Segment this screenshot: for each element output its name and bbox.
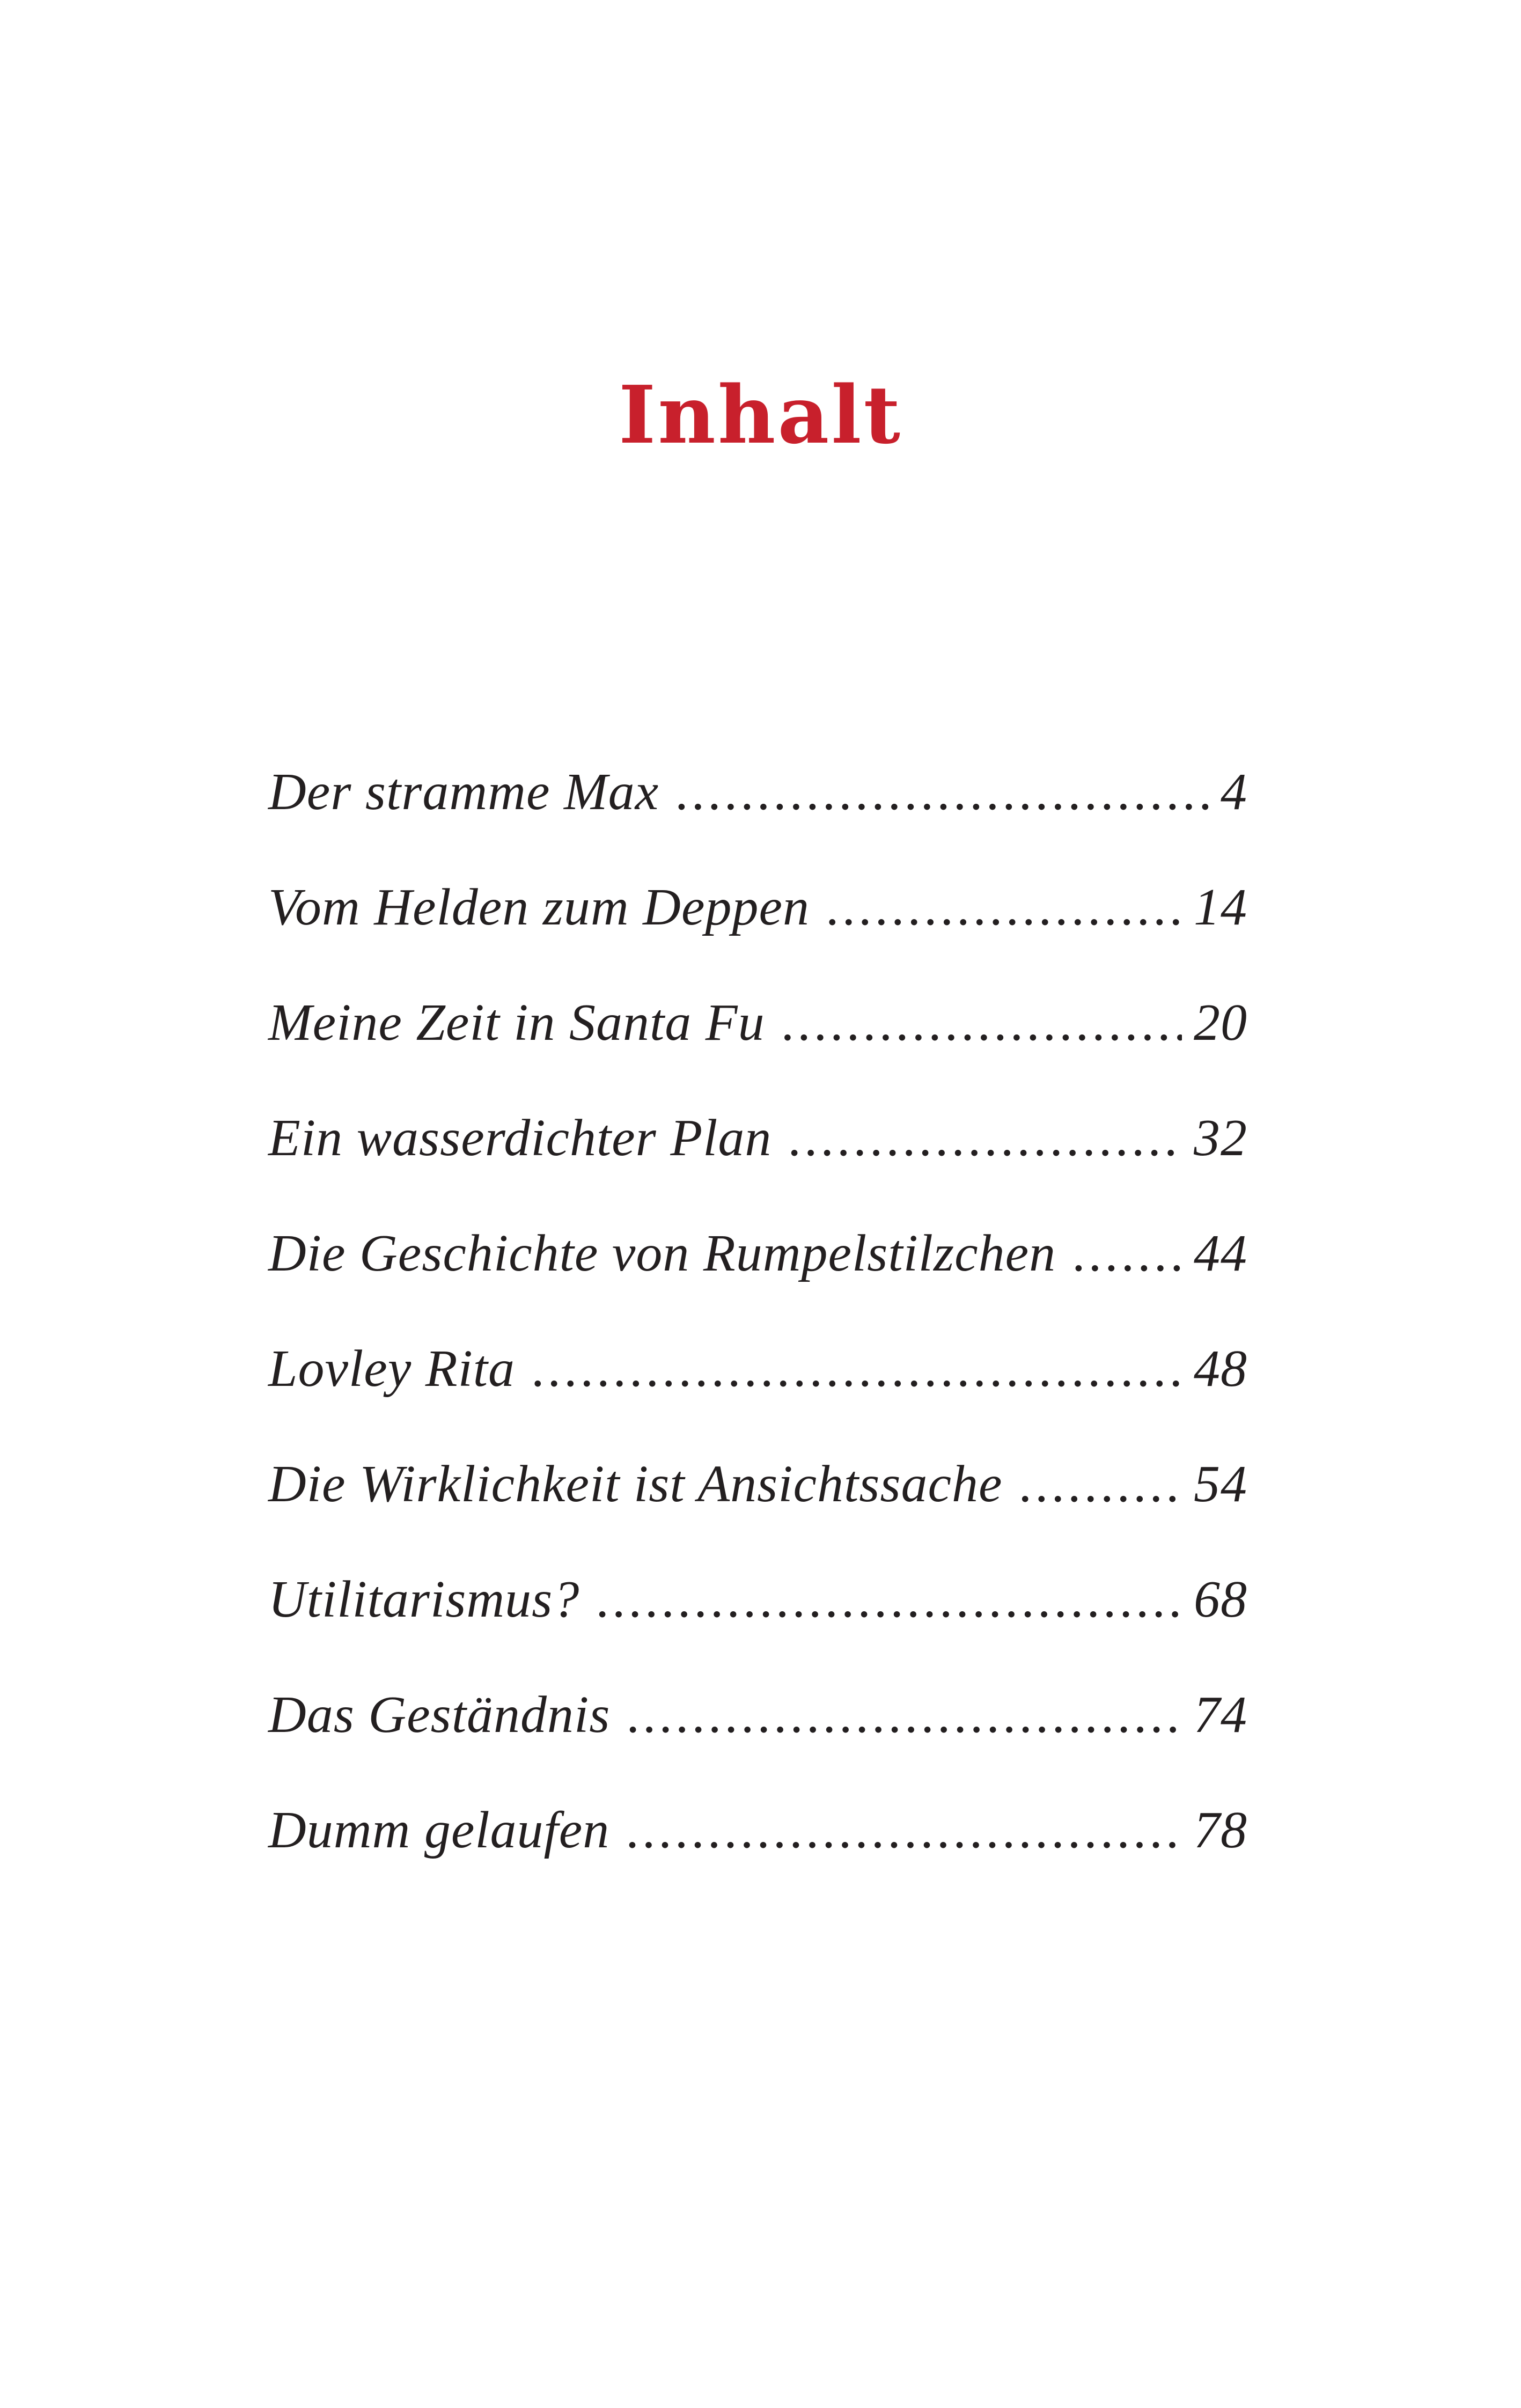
toc-entry — [268, 1108, 1247, 1223]
toc-entry-page: 32 — [1194, 1109, 1247, 1167]
toc-dot-leader — [788, 1108, 1182, 1168]
toc-entry-page: 78 — [1194, 1801, 1247, 1859]
toc-entry — [268, 1569, 1247, 1685]
table-of-contents — [268, 762, 1247, 1915]
toc-entry-page: 48 — [1194, 1340, 1247, 1398]
toc-entry-title: Der stramme Max — [268, 763, 659, 821]
toc-entry-title: Meine Zeit in Santa Fu — [268, 994, 765, 1052]
toc-entry-title: Utilitarismus? — [268, 1570, 580, 1628]
toc-dot-leader — [531, 1339, 1182, 1399]
toc-entry-title: Vom Helden zum Deppen — [268, 878, 810, 936]
toc-dot-leader — [1019, 1454, 1182, 1514]
toc-dot-leader — [781, 993, 1182, 1053]
toc-entry-page: 68 — [1194, 1570, 1247, 1628]
toc-entry-title: Ein wasserdichter Plan — [268, 1109, 772, 1167]
toc-entry-page: 20 — [1194, 994, 1247, 1052]
toc-entry-title: Dumm gelaufen — [268, 1801, 610, 1859]
toc-entry-title: Die Wirklichkeit ist Ansichtssache — [268, 1455, 1003, 1513]
toc-entry — [268, 1339, 1247, 1454]
toc-entry — [268, 877, 1247, 993]
toc-entry-page: 4 — [1221, 763, 1247, 821]
toc-entry-page: 44 — [1194, 1224, 1247, 1282]
toc-dot-leader — [826, 877, 1182, 937]
toc-dot-leader — [675, 762, 1209, 822]
toc-entry — [268, 1800, 1247, 1915]
toc-entry — [268, 762, 1247, 877]
page-title: Inhalt — [619, 368, 902, 462]
toc-entry-title: Lovley Rita — [268, 1340, 516, 1398]
toc-entry-page: 14 — [1194, 878, 1247, 936]
toc-entry — [268, 1685, 1247, 1800]
toc-dot-leader — [626, 1800, 1182, 1860]
toc-entry-page: 74 — [1194, 1686, 1247, 1744]
toc-dot-leader — [596, 1569, 1182, 1629]
toc-entry-title: Das Geständnis — [268, 1686, 611, 1744]
toc-entry-page: 54 — [1194, 1455, 1247, 1513]
toc-dot-leader — [1072, 1223, 1182, 1283]
toc-entry — [268, 993, 1247, 1108]
toc-dot-leader — [626, 1685, 1182, 1745]
toc-entry — [268, 1454, 1247, 1569]
toc-entry-title: Die Geschichte von Rumpelstilzchen — [268, 1224, 1056, 1282]
toc-entry — [268, 1223, 1247, 1339]
